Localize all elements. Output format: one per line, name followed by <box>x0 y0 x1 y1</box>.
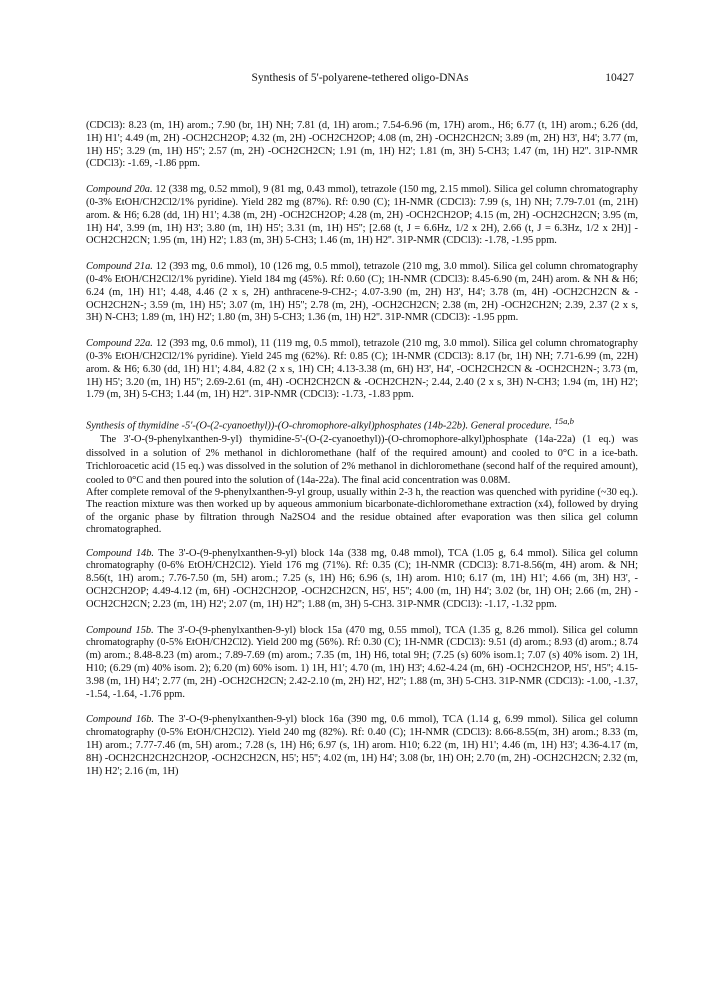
reference-superscript: 15a,b <box>554 416 574 427</box>
running-title: Synthesis of 5'-polyarene-tethered oligo-DNAs <box>251 72 469 84</box>
running-header <box>86 72 634 88</box>
compound-16b-paragraph <box>86 714 638 778</box>
paragraph-text: (CDCl3): 8.23 (m, 1H) arom.; 7.90 (br, 1H) NH; 7.81 (d, 1H) arom.; 7.54-6.96 (m, 17H) arom., H6; 6.77 (t, 1H) arom.; 6.26 (dd, 1H) H1'; 4.49 (m, 2H) -OCH2CH2OP; 4.32 (m, 2H) -OCH2CH2OP; 4.08 (m, 2H) -OCH2CH2CN; 3.89 (m, 2H) H3', H4'; 3.77 (m, 1H) H5'; 3.29 (m, 1H) H5''; 2.57 (m, 2H) -OCH2CH2CN; 1.91 (m, 1H) H2'; 1.81 (m, 3H) 5-CH3; 1.47 (m, 1H) H2''. 31P-NMR (CDCl3): -1.69, -1.86 ppm. <box>86 120 638 170</box>
compound-21a-paragraph <box>86 261 638 325</box>
section-heading: Synthesis of thymidine -5'-(O-(2-cyanoethyl))-(O-chromophore-alkyl)phosphates (14b-22b). General procedure. <box>86 420 552 432</box>
nmr-paragraph-continued <box>86 120 638 171</box>
page-number: 10427 <box>605 72 634 84</box>
compound-22a-paragraph <box>86 338 638 402</box>
paragraph-text: 12 (338 mg, 0.52 mmol), 9 (81 mg, 0.43 mmol), tetrazole (150 mg, 2.15 mmol). Silica gel column chromatography (0-3% EtOH/CH2Cl2/1% pyridine). Yield 282 mg (87%). Rf: 0.90 (C); 1H-NMR (CDCl3): 7.99 (s, 1H) NH; 7.79-7.01 (m, 21H) arom. & H6; 6.28 (dd, 1H) H1'; 4.38 (m, 2H) -OCH2CH2OP; 4.28 (m, 2H) -OCH2CH2OP; 4.15 (m, 2H) -OCH2CH2CN; 3.95 (m, 1H) H4', 3.99 (m, 1H) H3'; 3.80 (m, 1H) H5'; 3.31 (m, 1H) H5''; [2.68 (t, J = 6.6Hz, 1/2 x 2H), 2.66 (t, J = 6.3Hz, 1/2 x 2H)] -OCH2CH2CN; 1.95 (m, 1H) H2'; 1.83 (m, 3H) 5-CH3; 1.46 (m, 1H) H2''. 31P-NMR (CDCl3): -1.78, -1.95 ppm. <box>86 184 638 247</box>
paragraph-text: 12 (393 mg, 0.6 mmol), 10 (126 mg, 0.5 mmol), tetrazole (210 mg, 3.0 mmol). Silica gel column chromatography (0-4% EtOH/CH2Cl2/1% pyridine). Yield 184 mg (45%). Rf: 0.60 (C); 1H-NMR (CDCl3): 8.45-6.90 (m, 24H) arom. & NH & H6; 6.24 (m, 1H) H1'; 4.48, 4.46 (2 x s, 2H) anthracene-9-CH2-; 4.07-3.90 (m, 2H) H3', H4'; 3.78 (m, 4H) -OCH2CH2CN & -OCH2CH2N-; 3.59 (m, 1H) H5'; 3.07 (m, 1H) H5''; 2.78 (m, 2H), -OCH2CH2CN; 2.38 (m, 2H) -OCH2CH2N; 2.39, 2.37 (2 x s, 3H) N-CH3; 1.89 (m, 1H) H2'; 1.80 (m, 3H) 5-CH3; 1.36 (m, 1H) H2''. 31P-NMR (CDCl3): -1.95 ppm. <box>86 261 638 324</box>
compound-heading: Compound 20a. <box>86 184 153 196</box>
compound-heading: Compound 22a. <box>86 338 153 350</box>
compound-14b-paragraph <box>86 548 638 612</box>
compound-15b-paragraph <box>86 625 638 702</box>
compound-20a-paragraph <box>86 184 638 248</box>
general-procedure-heading <box>86 415 638 433</box>
general-procedure-text-1: The 3'-O-(9-phenylxanthen-9-yl) thymidine-5'-(O-(2-cyanoethyl))-(O-chromophore-alkyl)phosphate (14a-22a) (1 eq.) was dissolved in a solution of 2% methanol in dichloromethane (half of the required amount) and cooled to 0°C in a ice-bath. Trichloroacetic acid (15 eq.) was dissolved in the solution of 2% methanol in dichloromethane (second half of the required amount), cooled to 0°C and then poured into the solution of (14a-22a). The final acid concentration was 0.08M. <box>86 434 638 486</box>
general-procedure-section <box>86 415 638 537</box>
compound-heading: Compound 21a. <box>86 261 153 273</box>
paragraph-text: 12 (393 mg, 0.6 mmol), 11 (119 mg, 0.5 mmol), tetrazole (210 mg, 3.0 mmol). Silica gel column chromatography (0-3% EtOH/CH2Cl2/1% pyridine). Yield 245 mg (62%). Rf: 0.85 (C); 1H-NMR (CDCl3): 8.17 (br, 1H) NH; 7.71-6.99 (m, 22H) arom. & H6; 6.30 (dd, 1H) H1'; 4.84, 4.82 (2 x s, 1H) CH; 4.13-3.38 (m, 6H) H3', H4', -OCH2CH2CN & -OCH2CH2N-; 3.73 (m, 1H) H5'; 3.20 (m, 1H) H5''; 2.69-2.61 (m, 4H) -OCH2CH2CN & -OCH2CH2N-; 2.44, 2.40 (2 x s, 3H) N-CH3; 1.94 (m, 1H) H2'; 1.79 (m, 3H) 5-CH3; 1.44 (m, 1H) H2''. 31P-NMR (CDCl3): -1.73, -1.83 ppm. <box>86 338 638 401</box>
general-procedure-text-2: After complete removal of the 9-phenylxanthen-9-yl group, usually within 2-3 h, the reaction was quenched with pyridine (~30 eq.). The reaction mixture was then worked up by aqueous ammonium bicarbonate-dichloromethane extraction (x4), followed by drying of the organic phase by filtration through Na2SO4 and the residue obtained after evaporation was then silica gel column chromatographed. <box>86 487 638 536</box>
paragraph-text: The 3'-O-(9-phenylxanthen-9-yl) block 14a (338 mg, 0.48 mmol), TCA (1.05 g, 6.4 mmol). Silica gel column chromatography (0-6% EtOH/CH2Cl2). Yield 176 mg (71%). Rf: 0.35 (C); 1H-NMR (CDCl3): 8.71-8.56(m, 4H) arom. & NH; 8.56(t, 1H) arom.; 7.76-7.50 (m, 5H) arom.; 7.25 (s, 1H) H6; 6.96 (s, 1H) arom. H10; 6.17 (m, 1H) H1'; 4.66 (m, 3H) H3', -OCH2CH2OP; 4.49-4.12 (m, 6H) -OCH2CH2OP, -OCH2CH2CN, H5', H5''; 4.00 (m, 1H) H4'; 3.02 (br, 1H) OH; 2.66 (m, 2H) -OCH2CH2CN; 2.23 (m, 1H) H2'; 2.07 (m, 1H) H2''; 1.88 (m, 3H) 5-CH3. 31P-NMR (CDCl3): -1.17, -1.32 ppm. <box>86 547 638 610</box>
compound-heading: Compound 14b. <box>86 547 155 559</box>
paragraph-text: The 3'-O-(9-phenylxanthen-9-yl) block 16a (390 mg, 0.6 mmol), TCA (1.14 g, 6.99 mmol). Silica gel column chromatography (0-5% EtOH/CH2Cl2). Yield 240 mg (82%). Rf: 0.40 (C); 1H-NMR (CDCl3): 8.66-8.55(m, 3H) arom.; 8.33 (m, 1H) arom.; 7.77-7.46 (m, 5H) arom.; 7.28 (s, 1H) H6; 6.97 (s, 1H) arom. H10; 6.22 (m, 1H) H1'; 4.46 (m, 1H) H3'; 4.36-4.17 (m, 8H) -OCH2CH2CH2CH2OP, -OCH2CH2CN, H5'; H5''; 4.02 (m, 1H) H4'; 3.08 (br, 1H) OH; 2.70 (m, 2H) -OCH2CH2CN; 2.32 (m, 1H) H2'; 2.16 (m, 1H) <box>86 714 638 777</box>
compound-heading: Compound 15b. <box>86 624 154 636</box>
compound-heading: Compound 16b. <box>86 714 155 726</box>
paragraph-text: The 3'-O-(9-phenylxanthen-9-yl) block 15a (470 mg, 0.55 mmol), TCA (1.35 g, 8.26 mmol). Silica gel column chromatography (0-5% EtOH/CH2Cl2). Yield 200 mg (56%). Rf: 0.30 (C); 1H-NMR (CDCl3): 9.51 (d) arom.; 8.93 (d) arom.; 8.74 (m) arom.; 8.48-8.23 (m) arom.; 7.89-7.69 (m) arom.; 7.35 (m, 1H) H6, total 9H; (7.25 (s) 60% isom.1; 7.07 (s) 40% isom. 2) 1H, H10; (6.29 (m) 40% isom. 2); 6.20 (m) 60% isom. 1) 1H, H1'; 4.70 (m, 1H) H3'; 4.62-4.24 (m, 6H) -OCH2CH2OP, H5', H5''; 4.15-3.98 (m, 1H) H4'; 2.77 (m, 2H) -OCH2CH2CN; 2.42-2.10 (m, 2H) H2', H2''; 1.88 (m, 3H) 5-CH3. 31P-NMR (CDCl3): -1.00, -1.37, -1.54, -1.64, -1.76 ppm. <box>86 624 638 700</box>
experimental-text <box>86 120 638 996</box>
